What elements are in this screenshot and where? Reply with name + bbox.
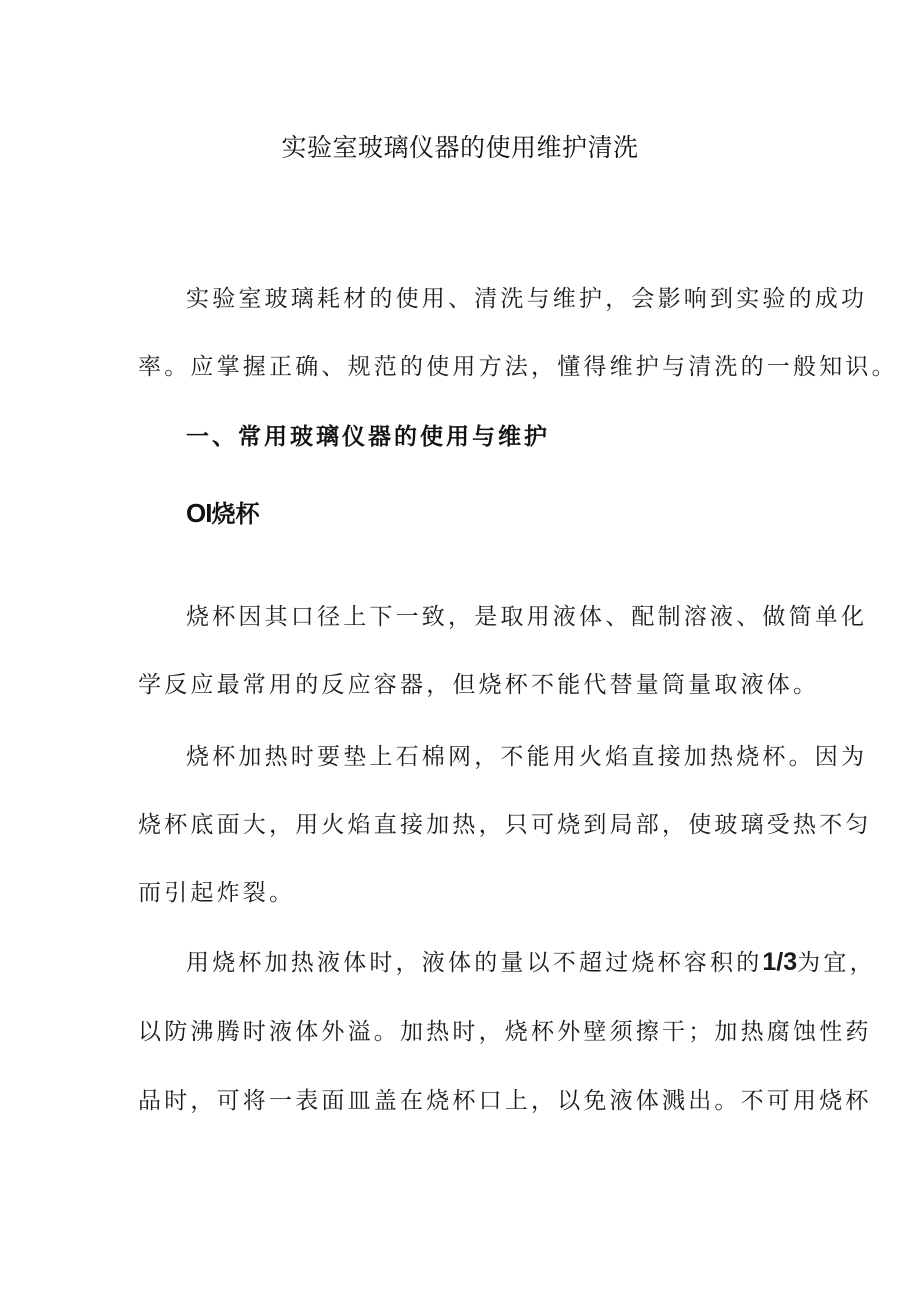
fraction-value: 1/3 xyxy=(762,948,798,976)
subsection-label: 烧杯 xyxy=(211,499,260,528)
section-heading: 一、常用玻璃仪器的使用与维护 xyxy=(186,423,550,450)
para3-line-3: 品时，可将一表面皿盖在烧杯口上，以免液体溅出。不可用烧杯 xyxy=(138,1088,872,1114)
intro-line-2: 率。应掌握正确、规范的使用方法，懂得维护与清洗的一般知识。 xyxy=(138,354,898,380)
para2-line-3: 而引起炸裂。 xyxy=(138,880,296,906)
intro-line-1: 实验室玻璃耗材的使用、清洗与维护，会影响到实验的成功 xyxy=(186,286,868,312)
para3-line-1-end: 为宜， xyxy=(797,950,876,976)
subsection-number: OI xyxy=(186,498,212,528)
para1-line-2: 学反应最常用的反应容器，但烧杯不能代替量筒量取液体。 xyxy=(138,672,820,698)
para3-line-1-text: 用烧杯加热液体时，液体的量以不超过烧杯容积的 xyxy=(186,950,763,976)
para3-line-2: 以防沸腾时液体外溢。加热时，烧杯外壁须擦干；加热腐蚀性药 xyxy=(138,1019,872,1045)
subsection-heading xyxy=(186,494,259,529)
para3-line-1 xyxy=(186,944,876,977)
document-title: 实验室玻璃仪器的使用维护清洗 xyxy=(281,133,639,162)
para2-line-1: 烧杯加热时要垫上石棉网，不能用火焰直接加热烧杯。因为 xyxy=(186,744,868,770)
para2-line-2: 烧杯底面大，用火焰直接加热，只可烧到局部，使玻璃受热不匀 xyxy=(138,812,872,838)
para1-line-1: 烧杯因其口径上下一致，是取用液体、配制溶液、做简单化 xyxy=(186,604,868,630)
